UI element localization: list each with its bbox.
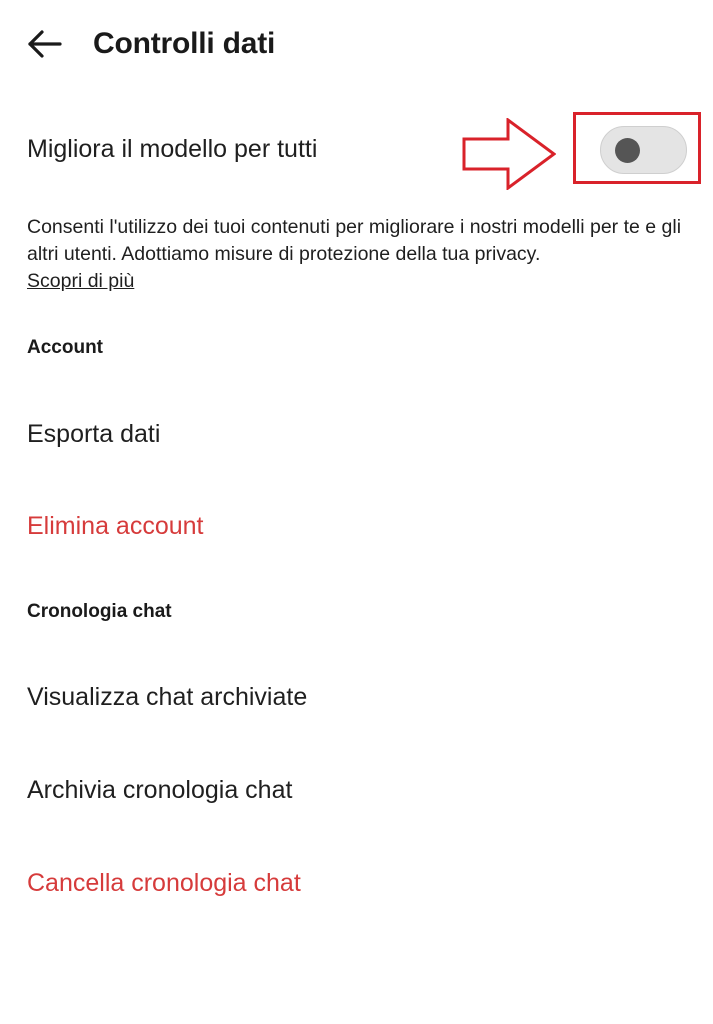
improve-model-toggle[interactable] xyxy=(600,126,687,174)
delete-account-item[interactable]: Elimina account xyxy=(27,512,204,540)
learn-more-link[interactable]: Scopri di più xyxy=(27,270,135,292)
arrow-right-outline-icon xyxy=(462,118,556,190)
export-data-item[interactable]: Esporta dati xyxy=(27,420,161,448)
archive-chat-history-item[interactable]: Archivia cronologia chat xyxy=(27,776,293,804)
toggle-knob xyxy=(615,138,640,163)
improve-model-label: Migliora il modello per tutti xyxy=(27,135,318,163)
view-archived-chats-item[interactable]: Visualizza chat archiviate xyxy=(27,683,308,711)
arrow-left-icon xyxy=(22,24,62,64)
page-title: Controlli dati xyxy=(93,27,276,60)
clear-chat-history-item[interactable]: Cancella cronologia chat xyxy=(27,869,301,897)
back-button[interactable] xyxy=(22,24,70,64)
improve-model-description: Consenti l'utilizzo dei tuoi contenuti per migliorare i nostri modelli per te e gli altri utenti. Adottiamo misure di protezione della tua privacy. xyxy=(27,216,682,265)
section-header-chat-history: Cronologia chat xyxy=(27,601,172,622)
section-header-account: Account xyxy=(27,337,103,358)
